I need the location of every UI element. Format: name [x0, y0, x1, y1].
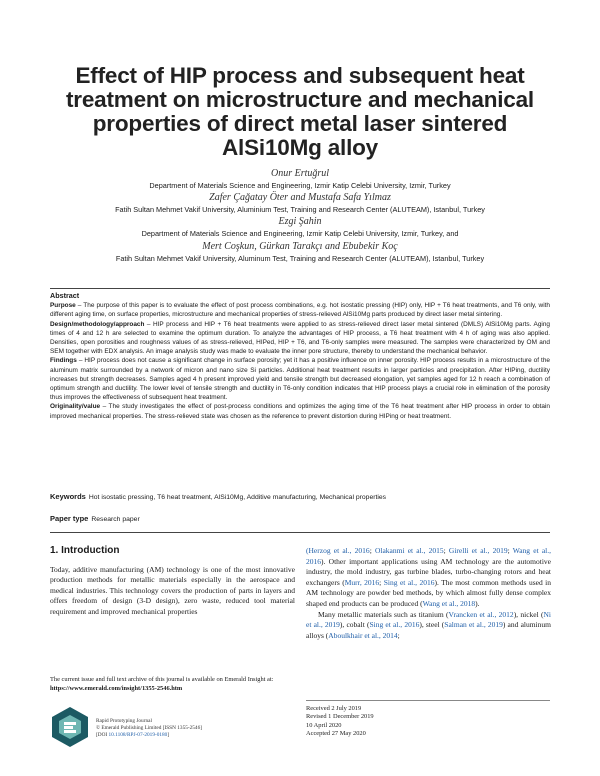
text-run: ; — [507, 546, 513, 555]
journal-name: Rapid Prototyping Journal — [96, 718, 152, 724]
text-run: ). The most common methods used in AM technology are powder bed methods, by which almost fully dense complex shaped end products can be produced ( — [306, 577, 551, 608]
date-received: Received 2 July 2019 — [306, 705, 362, 712]
logo-shape — [64, 726, 73, 729]
author-affiliation: Department of Materials Science and Engineering, Izmir Katip Celebi University, Izmir, Turkey — [149, 181, 451, 191]
citation-link[interactable]: Aboulkhair et al., 2014 — [328, 630, 398, 640]
citation-link[interactable]: Vrancken et al., 2012 — [448, 609, 514, 619]
journal-doi — [96, 732, 202, 739]
left-column — [50, 546, 295, 618]
author-block — [40, 168, 560, 265]
doi-link[interactable]: 10.1108/RPJ-07-2019-0180 — [108, 732, 168, 738]
date-accepted: Accepted 27 May 2020 — [306, 730, 366, 738]
abstract-design — [50, 320, 550, 357]
footnote-url-link[interactable]: https://www.emerald.com/insight/1355-2546.htm — [50, 684, 183, 692]
citation-link[interactable]: Murr, 2016 — [344, 577, 380, 587]
text-run: Many metallic materials such as titanium ( — [318, 609, 449, 619]
abstract-label: Design/methodology/approach — [50, 320, 145, 328]
logo-shape — [64, 730, 76, 733]
abstract-label: Originality/value — [50, 403, 101, 411]
doi-prefix: [DOI — [96, 732, 109, 738]
text-run: ). — [475, 598, 480, 608]
abstract-text: – HIP process and HIP + T6 heat treatments were applied to as stress-relieved direct laser metal sintered (DMLS) AlSi10Mg parts. Aging times of 4 and 12 h are selected to examine the optimum duration. To analyze the advantages of HIP process, a T6 heat treatment with 4 h of aging was also applied. Densities, open porosities and roughness values of as stress-relieved, HIPed, HIP + T6, and T6-only samples were measured. The samples were characterized by OM and SEM together with EDX analysis. An image analysis study was made to evaluate the inner pore structure, thereby to understand the mechanical behavior. — [50, 320, 550, 356]
intro-paragraph: Today, additive manufacturing (AM) technology is one of the most innovative production methods for metallic materials especially in the aerospace and medical industries. This technology covers the production of parts in layers and offers freedom of design (3-D design), zero waste, reduced tool material requirement and improved mechanical properties — [50, 564, 295, 616]
author-affiliation: Fatih Sultan Mehmet Vakif University, Aluminum Test, Training and Research Center (ALUTEAM), Istanbul, Turkey — [115, 253, 485, 263]
abstract-findings — [50, 356, 550, 402]
footnote-text: The current issue and full text archive of this journal is available on Emerald Insight at: — [50, 676, 274, 683]
title-line: treatment on microstructure and mechanical — [66, 87, 534, 112]
abstract — [50, 288, 550, 421]
citation-link[interactable]: Wang et al., 2018 — [422, 598, 476, 608]
citation-link[interactable]: (Herzog et al., 2016 — [306, 546, 370, 555]
paper-type — [50, 514, 550, 523]
abstract-text: – The study investigates the effect of post-process conditions and optimizes the aging time of the T6 heat treatment after HIP process in order to obtain improved mechanical properties. The stress-relieved state was chosen as the reference to prevent distortion during HIPing or heat treatment. — [50, 403, 550, 420]
journal-info — [50, 706, 290, 754]
text-run: ; — [379, 577, 384, 587]
footnote — [50, 676, 290, 693]
author-name: Zafer Çağatay Öter and Mustafa Safa Yılmaz — [209, 192, 391, 204]
abstract-originality — [50, 402, 550, 420]
right-column — [306, 546, 551, 641]
date-revised-2: 10 April 2020 — [306, 721, 342, 729]
abstract-text: – The purpose of this paper is to evaluate the effect of post process combinations, e.g. hot isostatic pressing (HIP) only, HIP + T6 heat treatments, and T6 only, with different aging time, on surface properties, microstructure and mechanical properties of stress-relieved AlSi10Mg parts produced by direct laser metal sintering. — [50, 302, 550, 319]
text-run: ) and aluminum alloys ( — [306, 620, 551, 640]
keywords-text: Hot isostatic pressing, T6 heat treatment, AlSi10Mg, Additive manufacturing, Mechanical properties — [88, 494, 387, 501]
abstract-top-rule — [50, 288, 550, 289]
author-name: Ezgi Şahin — [278, 216, 322, 228]
journal-publisher: © Emerald Publishing Limited [ISSN 1355-2546] — [96, 725, 202, 731]
dates-divider — [306, 700, 550, 701]
text-run: ), steel ( — [419, 620, 445, 630]
section-heading: 1. Introduction — [50, 545, 120, 556]
text-run: ), cobalt ( — [339, 620, 370, 630]
abstract-label: Findings — [50, 357, 77, 365]
intro-paragraph — [306, 610, 551, 642]
text-run: ; — [369, 546, 375, 555]
author-name: Onur Ertuğrul — [270, 168, 330, 179]
author-affiliation: Fatih Sultan Mehmet Vakif University, Aluminium Test, Training and Research Center (ALUTEAM), Istanbul, Turkey — [115, 205, 485, 215]
author-affiliation: Department of Materials Science and Engineering, Izmir Katip Celebi University, Izmir, Turkey, and — [141, 229, 459, 239]
keywords — [50, 492, 550, 501]
title-line: properties of direct metal laser sintered — [92, 111, 508, 136]
intro-paragraph — [306, 546, 551, 610]
text-run: ; — [397, 630, 400, 640]
emerald-logo-icon — [50, 706, 90, 748]
abstract-purpose — [50, 301, 550, 319]
text-run: ; — [443, 546, 449, 555]
date-revised: Revised 1 December 2019 — [306, 713, 374, 721]
text-run: ), nickel ( — [513, 609, 544, 619]
citation-link[interactable]: Olakanmi et al., 2015 — [374, 546, 444, 555]
logo-shape — [64, 722, 76, 725]
citation-link[interactable]: Sing et al., 2016 — [383, 577, 435, 587]
citation-link[interactable]: Ni et al., 2019 — [306, 609, 551, 630]
title-line: Effect of HIP process and subsequent heat — [75, 63, 525, 88]
article-history — [306, 705, 550, 739]
doi-suffix: ] — [167, 732, 170, 738]
citation-link[interactable]: Girelli et al., 2019 — [448, 546, 508, 555]
abstract-heading: Abstract — [50, 291, 80, 300]
keywords-label: Keywords — [50, 492, 86, 501]
title-line: AlSi10Mg alloy — [222, 135, 378, 160]
paper-type-label: Paper type — [50, 514, 89, 523]
paper-title — [50, 64, 550, 160]
citation-link[interactable]: Wang et al., 2016 — [306, 546, 551, 566]
paper-type-text: Research paper — [91, 516, 140, 523]
abstract-label: Purpose — [50, 302, 76, 310]
journal-details — [96, 718, 202, 739]
author-name: Mert Coşkun, Gürkan Tarakçı and Ebubekir Koç — [202, 240, 398, 252]
text-run: ). Other important applications using AM technology are the automotive industry, the mold industry, gas turbine blades, turbo-changing rotors and heat exchangers ( — [306, 556, 551, 587]
abstract-text: – HIP process does not cause a significant change in surface porosity; yet it has a positive influence on inner porosity. HIP process results in a microstructure of the aluminum matrix surrounded by a network of micron and nano size Si particles. Additional heat treatment results in larger particles and precipitation. After HIPing, ductility increases but strength decreases. Samples aged 4 h present improved yield and tensile strength but decreased elongation, yet samples aged for 12 h reach a combination of optimum strength and ductility. The lower level of tensile strength and ductility in T6-only condition indicates that HIP process plays a crucial role in elimination of the porosity thus improves the effectiveness of subsequent heat treatment. — [50, 357, 550, 402]
section-divider — [50, 532, 550, 533]
citation-link[interactable]: Sing et al., 2016 — [369, 620, 420, 630]
citation-link[interactable]: Salman et al., 2019 — [444, 620, 503, 630]
